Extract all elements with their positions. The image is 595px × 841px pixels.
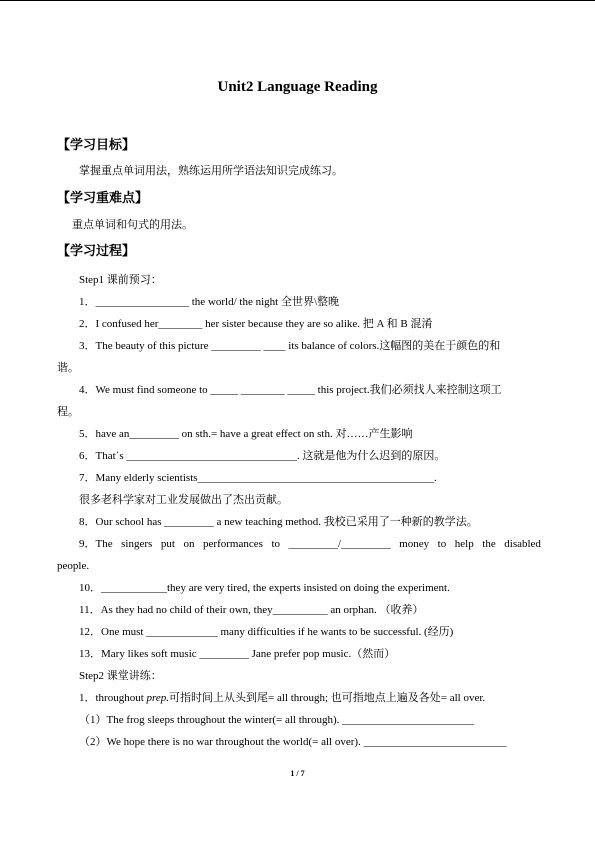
exercise-item-10: 10．____________they are very tired, the experts insisted on doing the experiment. — [79, 582, 450, 594]
learning-goal-heading: 【学习目标】 — [57, 138, 136, 153]
item9-word: disabled — [504, 538, 541, 550]
process-heading: 【学习过程】 — [57, 244, 136, 259]
step2-label: Step2 课堂讲练： — [79, 670, 162, 682]
header-rule — [0, 0, 595, 1]
item9-word: put — [160, 538, 175, 550]
exercise-item-4-continuation: 程。 — [57, 406, 79, 418]
exercise-item-4: 4．We must find someone to _____ ________ _____ this project.我们必须找人来控制这项工 — [79, 384, 502, 396]
learning-goal-text: 掌握重点单词用法，熟练运用所学语法知识完成练习。 — [79, 165, 343, 177]
item9-word: on — [183, 538, 195, 550]
exercise-item-11: 11．As they had no child of their own, they__________ an orphan. （收养） — [79, 604, 424, 616]
step2-item-1-prefix: 1．throughout — [79, 692, 147, 704]
exercise-item-5: 5．have an_________ on sth.= have a great effect on sth. 对……产生影响 — [79, 428, 413, 440]
exercise-item-1: 1．_________________ the world/ the night 全世界\整晚 — [79, 296, 340, 308]
item9-word: singers — [121, 538, 153, 550]
item9-word: the — [482, 538, 496, 550]
item9-word: to — [271, 538, 280, 550]
exercise-item-7: 7．Many elderly scientists___________________________________________. — [79, 472, 437, 484]
item9-word: 9．The — [79, 538, 113, 550]
example-2: （2）We hope there is no war throughout the world(= all over). __________________________ — [79, 736, 507, 748]
exercise-item-3-continuation: 谐。 — [57, 362, 79, 374]
exercise-item-9-continuation: people. — [57, 560, 90, 572]
step2-item-1-rest: 可指时间上从头到尾= all through; 也可指地点上遍及各处= all over. — [169, 692, 486, 704]
example-1: （1）The frog sleeps throughout the winter(= all through). ________________________ — [79, 714, 475, 726]
exercise-item-9 — [79, 537, 541, 551]
exercise-item-6: 6．That᾿s _______________________________. 这就是他为什么迟到的原因。 — [79, 450, 446, 462]
item9-word: _________/_________ — [288, 538, 391, 550]
page-title: Unit2 Language Reading — [217, 79, 378, 95]
part-of-speech: prep. — [146, 692, 170, 704]
exercise-item-13: 13．Mary likes soft music _________ Jane prefer pop music.（然而） — [79, 648, 396, 660]
step1-label: Step1 课前预习： — [79, 274, 162, 286]
exercise-item-7-translation: 很多老科学家对工业发展做出了杰出贡献。 — [79, 494, 288, 506]
exercise-item-2: 2．I confused her________ her sister because they are so alike. 把 A 和 B 混淆 — [79, 318, 433, 330]
exercise-item-12: 12．One must _____________ many difficulties if he wants to be successful. (经历) — [79, 626, 454, 638]
step2-item-1 — [79, 691, 485, 705]
item9-word: performances — [203, 538, 263, 550]
exercise-item-3: 3．The beauty of this picture _________ ____ its balance of colors.这幅图的美在于颜色的和 — [79, 340, 501, 352]
key-points-text: 重点单词和句式的用法。 — [72, 219, 193, 231]
item9-word: money — [399, 538, 430, 550]
item9-word: to — [437, 538, 447, 550]
item9-word: help — [454, 538, 474, 550]
page-number: 1 / 7 — [290, 769, 305, 778]
key-points-heading: 【学习重难点】 — [57, 191, 149, 206]
exercise-item-8: 8．Our school has _________ a new teaching method. 我校已采用了一种新的教学法。 — [79, 516, 478, 528]
